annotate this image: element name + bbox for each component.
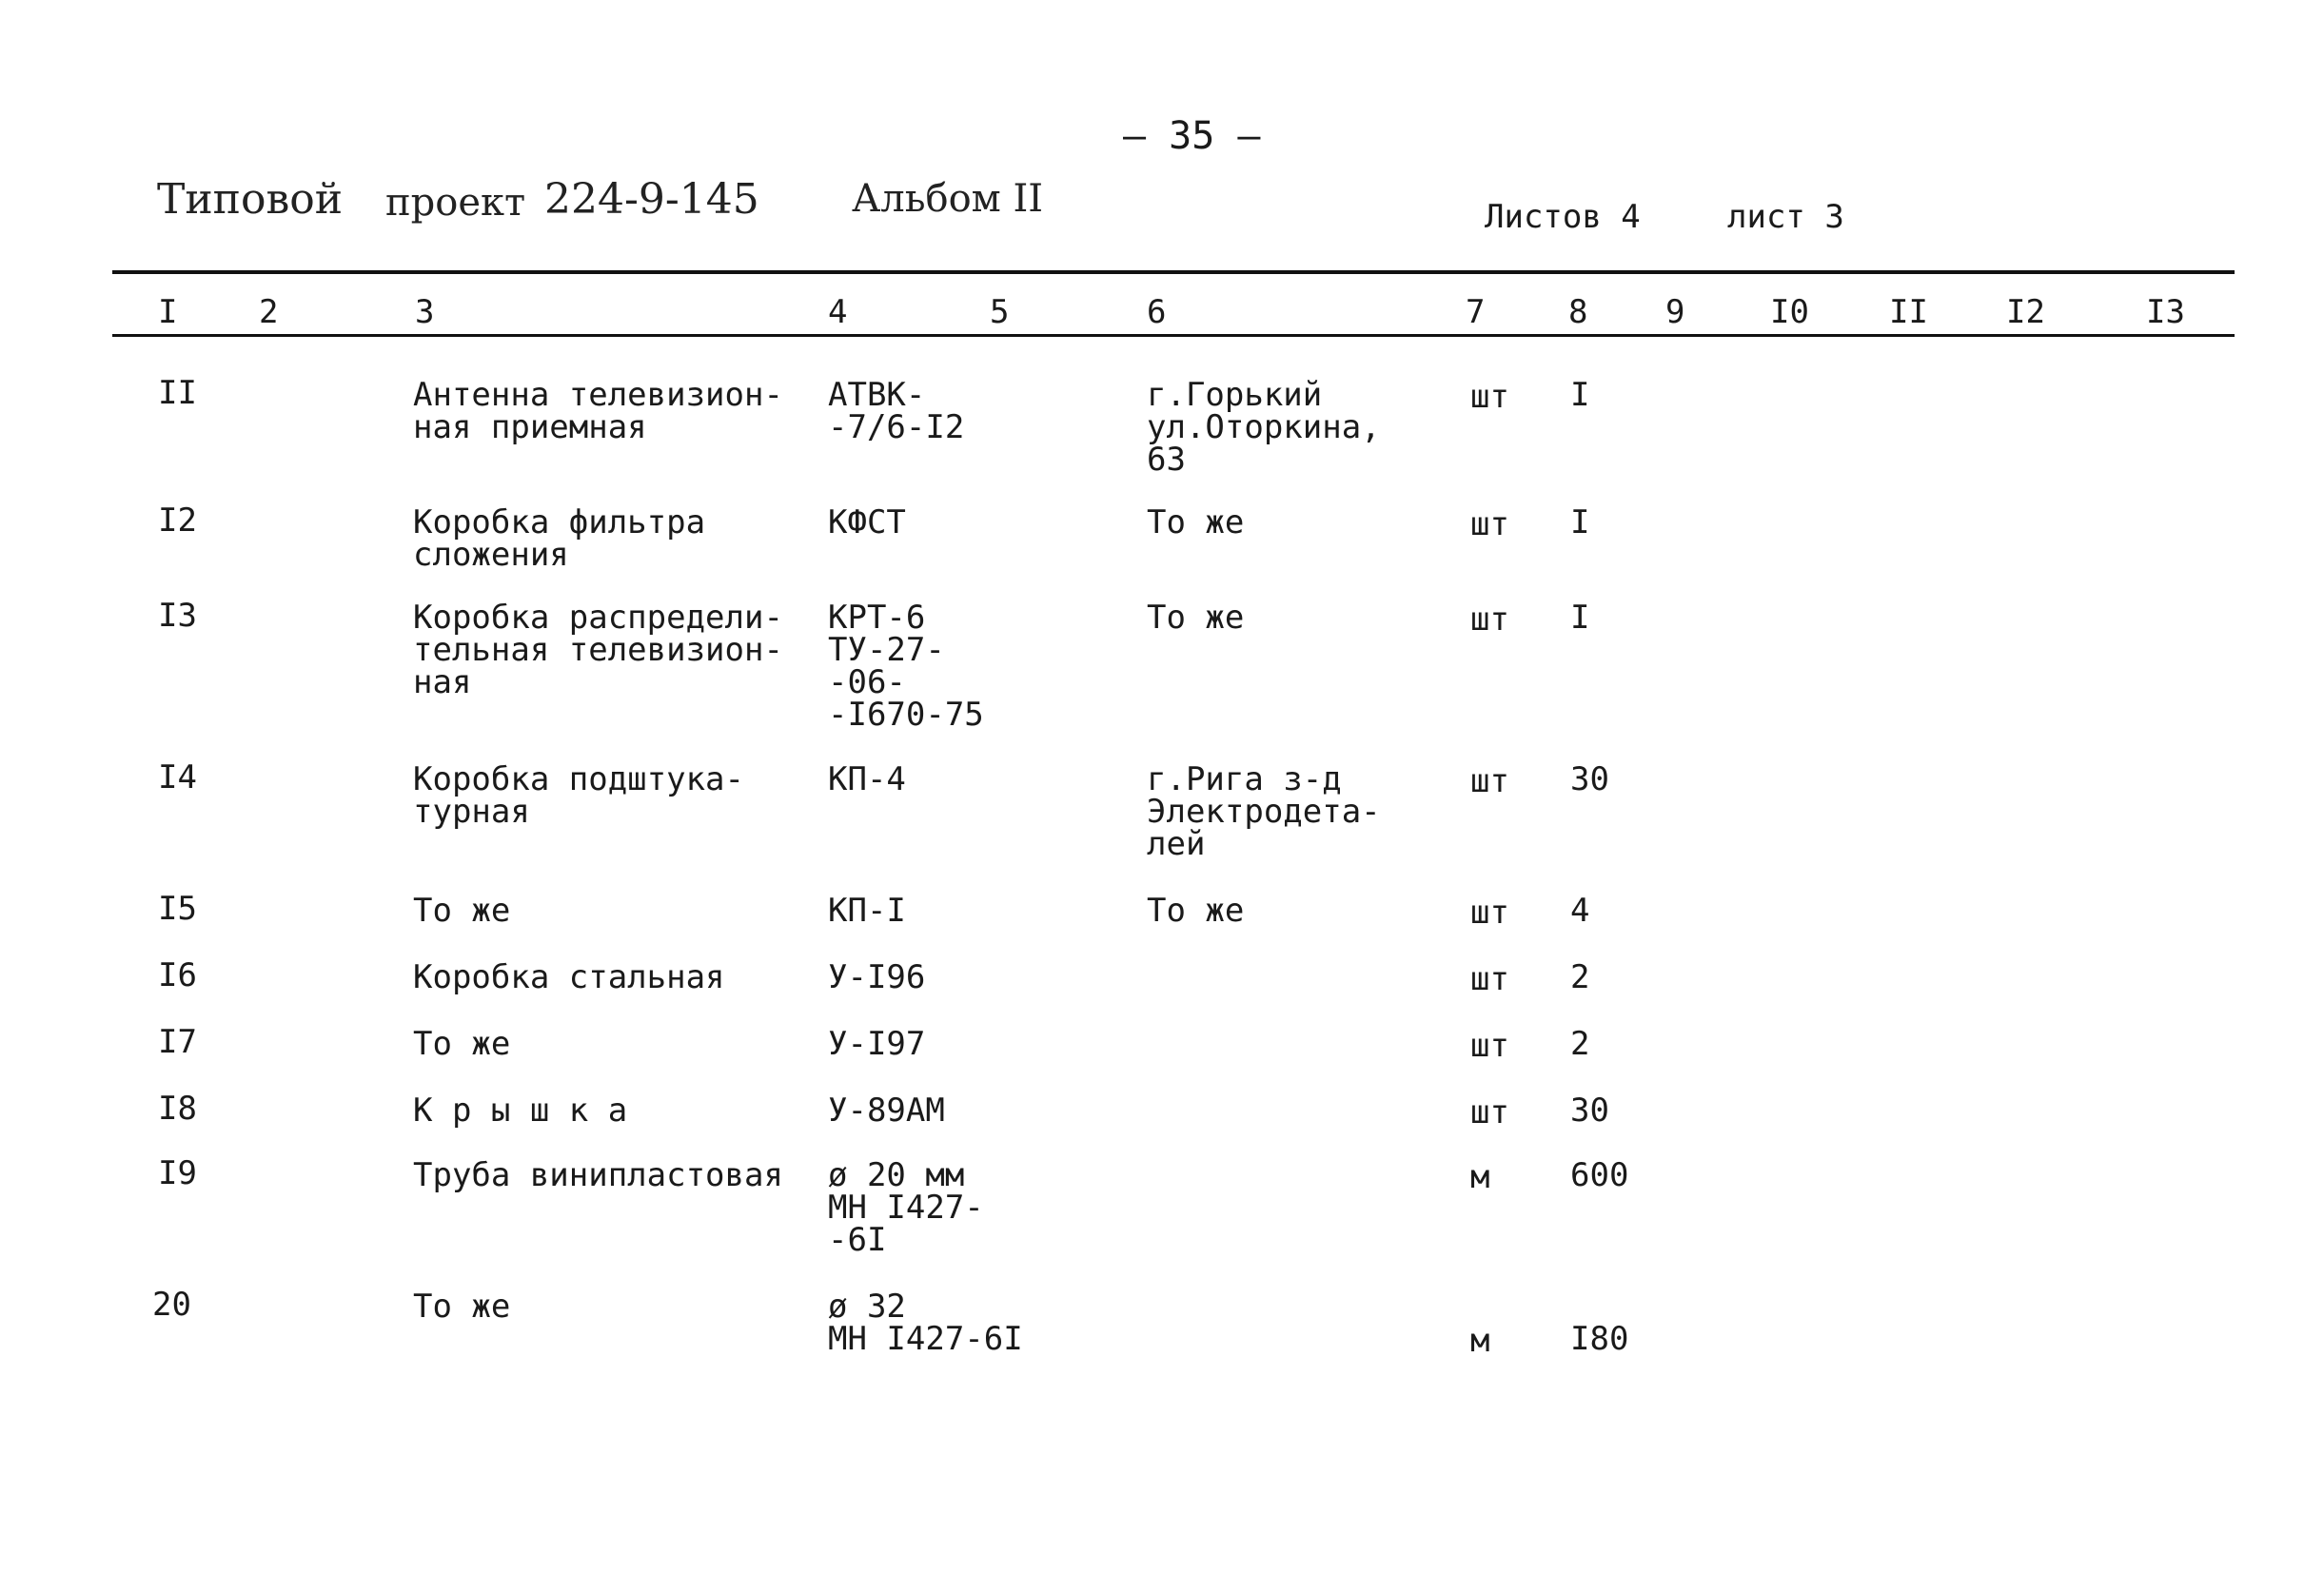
item-name: К р ы ш к а [413,1092,628,1130]
item-unit: шт [1470,960,1509,998]
column-header: I0 [1770,293,1809,331]
item-unit: шт [1470,762,1509,800]
column-header: I [158,293,178,331]
item-unit: шт [1470,600,1509,639]
column-header: 2 [259,293,279,331]
column-header: 4 [828,293,848,331]
item-unit: шт [1470,1093,1509,1131]
item-unit: шт [1470,894,1509,932]
item-manufacturer: То же [1147,503,1245,541]
row-number: I5 [158,890,197,928]
item-quantity: I80 [1570,1320,1629,1358]
item-code: У-I97 [828,1025,926,1063]
column-header: 8 [1568,293,1588,331]
item-name: То же [413,1288,511,1326]
column-header: II [1889,293,1928,331]
item-unit: м [1470,1158,1490,1196]
item-code: У-89АМ [828,1092,945,1130]
row-number: I6 [158,956,197,994]
row-number: I2 [158,502,197,540]
sheets-total: Листов 4 [1485,198,1641,236]
item-manufacturer: г.Рига з-д Электродета- лей [1147,760,1381,863]
item-name: Коробка стальная [413,958,725,996]
row-number: I7 [158,1023,197,1061]
item-code: КРТ-6 ТУ-27- -06- -I670-75 [828,599,984,734]
column-header: I2 [2006,293,2045,331]
item-unit: м [1470,1322,1490,1360]
item-quantity: 30 [1570,760,1609,798]
item-name: Коробка распредели- тельная телевизион- ная [413,599,783,701]
column-header: 7 [1466,293,1486,331]
item-manufacturer: То же [1147,892,1245,930]
row-number: I4 [158,758,197,797]
column-header: 6 [1147,293,1167,331]
item-quantity: I [1570,376,1590,414]
row-number: I9 [158,1154,197,1192]
item-name: То же [413,892,511,930]
item-quantity: 2 [1570,958,1590,996]
item-code: ø 32 МН I427-6I [828,1288,1023,1358]
item-code: ø 20 мм МН I427- -6I [828,1156,984,1259]
row-number: II [158,374,197,412]
row-number: I8 [158,1090,197,1128]
item-unit: шт [1470,378,1509,416]
project-label: Типовой [157,175,344,224]
item-unit: шт [1470,505,1509,543]
column-header: 9 [1665,293,1685,331]
item-quantity: I [1570,503,1590,541]
project-word: проект [385,181,526,225]
table-header-rule [112,334,2235,337]
sheet-current: лист 3 [1727,198,1844,236]
item-manufacturer: г.Горький ул.Оторкина, 63 [1147,376,1381,479]
item-unit: шт [1470,1027,1509,1065]
item-code: КП-I [828,892,906,930]
item-code: КП-4 [828,760,906,798]
column-header: I3 [2146,293,2185,331]
item-quantity: 30 [1570,1092,1609,1130]
item-code: КФСТ [828,503,906,541]
row-number: 20 [152,1286,191,1324]
item-quantity: 600 [1570,1156,1629,1194]
row-number: I3 [158,597,197,635]
column-header: 3 [415,293,435,331]
item-name: Антенна телевизион- ная приемная [413,376,783,446]
item-code: У-I96 [828,958,926,996]
item-code: АТВК- -7/6-I2 [828,376,965,446]
item-name: То же [413,1025,511,1063]
item-name: Коробка подштука- турная [413,760,744,831]
column-header: 5 [990,293,1010,331]
item-quantity: I [1570,599,1590,637]
item-name: Коробка фильтра сложения [413,503,706,574]
item-quantity: 2 [1570,1025,1590,1063]
table-top-rule [112,270,2235,274]
item-manufacturer: То же [1147,599,1245,637]
item-name: Труба винипластовая [413,1156,783,1194]
item-quantity: 4 [1570,892,1590,930]
page-number: — 35 — [1123,114,1261,158]
project-number: 224-9-145 [544,175,759,224]
album-label: Альбом II [852,177,1044,221]
